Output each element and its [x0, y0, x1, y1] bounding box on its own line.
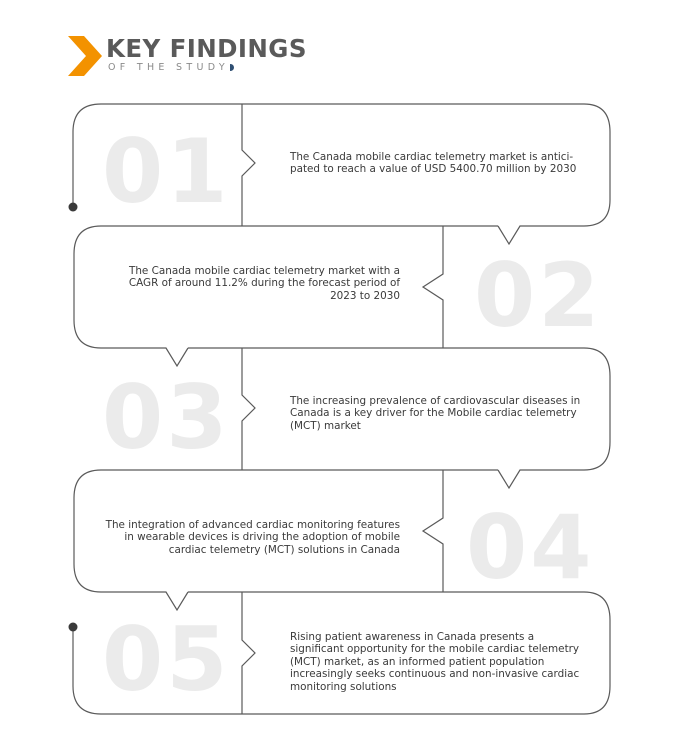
finding-text-3: The increasing prevalence of cardiovascular diseases in Canada is a key driver for the Mobile cardiac telemetry (MCT) market — [290, 395, 581, 432]
finding-card-1-divider — [242, 104, 255, 226]
finding-card-3-divider — [242, 348, 255, 470]
finding-text-4: The integration of advanced cardiac monitoring features in wearable devices is driving the adoption of mobile cardiac telemetry (MCT) solutions in Canada — [105, 519, 400, 556]
finding-number-4: 04 — [466, 496, 595, 599]
finding-text-5: Rising patient awareness in Canada presents a significant opportunity for the mobile cardiac telemetry (MCT) market, as an informed patient population increasingly seeks continuous and non-invasive cardiac monitoring solutions — [290, 631, 580, 693]
finding-card-2-divider — [423, 226, 443, 348]
flow-end-dot — [69, 623, 78, 632]
finding-text-1: The Canada mobile cardiac telemetry market is antici-pated to reach a value of USD 5400.70 million by 2030 — [290, 151, 577, 176]
flow-start-dot — [69, 203, 78, 212]
page-title: KEY FINDINGS — [106, 34, 307, 63]
finding-card-4-divider — [423, 470, 443, 592]
finding-number-1: 01 — [102, 120, 231, 223]
finding-number-3: 03 — [102, 366, 231, 469]
finding-number-2: 02 — [474, 244, 603, 347]
page-subtitle: OF THE STUDY — [108, 62, 234, 73]
finding-card-5-divider — [242, 592, 255, 714]
finding-text-2: The Canada mobile cardiac telemetry market with a CAGR of around 11.2% during the forecast period of 2023 to 2030 — [128, 265, 400, 302]
finding-number-5: 05 — [102, 608, 231, 711]
